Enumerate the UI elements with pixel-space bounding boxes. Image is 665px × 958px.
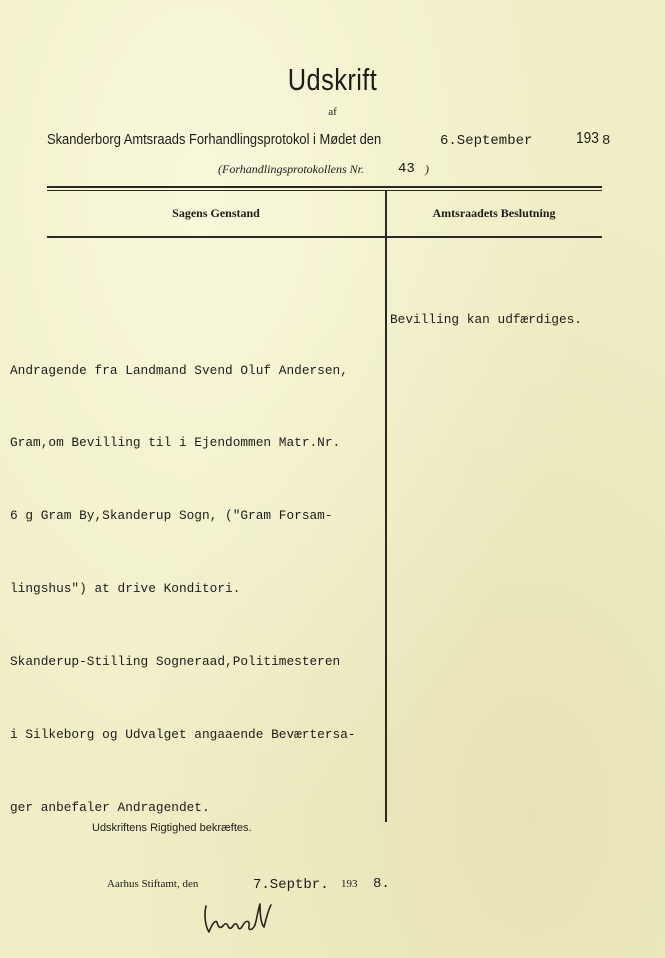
issue-year-typed: 8. (373, 876, 390, 892)
subject-text (10, 310, 356, 869)
table-header-rule (47, 236, 602, 238)
issue-year-printed: 193 (341, 878, 358, 890)
document-title: Udskrift (287, 62, 378, 97)
protocol-nr-label: (Forhandlingsprotokollens Nr. (218, 162, 365, 176)
protocol-nr-close: ) (425, 162, 429, 176)
meeting-date: 6.September (440, 133, 533, 149)
confirmation-text: Udskriftens Rigtighed bekræftes. (92, 822, 252, 834)
decision-text: Bevilling kan udfærdiges. (390, 312, 582, 327)
subject-line: ger anbefaler Andragendet. (10, 799, 210, 815)
title-af: af (328, 106, 337, 118)
handwritten-signature (200, 896, 280, 942)
meeting-year-printed: 193 (576, 130, 599, 147)
subject-line: 6 g Gram By,Skanderup Sogn, ("Gram Forsam- (10, 508, 333, 524)
table-top-rule-2 (47, 190, 602, 191)
column-divider (385, 190, 387, 822)
subject-line: Andragende fra Landmand Svend Oluf Andersen, (10, 362, 348, 378)
subject-line: Gram,om Bevilling til i Ejendommen Matr.Nr. (10, 435, 341, 451)
protocol-nr: 43 (398, 161, 415, 177)
issue-date: 7.Septbr. (253, 877, 329, 893)
subject-line: lingshus") at drive Konditori. (10, 581, 241, 597)
meeting-year-typed: 8 (602, 133, 611, 149)
subject-line: Skanderup-Stilling Sogneraad,Politimesteren (10, 654, 341, 670)
subject-line: i Silkeborg og Udvalget angaaende Beværtersa- (10, 727, 356, 743)
column-header-subject: Sagens Genstand (172, 206, 260, 220)
column-header-decision: Amtsraadets Beslutning (432, 206, 556, 220)
table-top-rule-1 (47, 186, 602, 188)
protocol-line: Skanderborg Amtsraads Forhandlingsprotokol i Mødet den (47, 131, 382, 148)
place-label: Aarhus Stiftamt, den (107, 878, 199, 890)
